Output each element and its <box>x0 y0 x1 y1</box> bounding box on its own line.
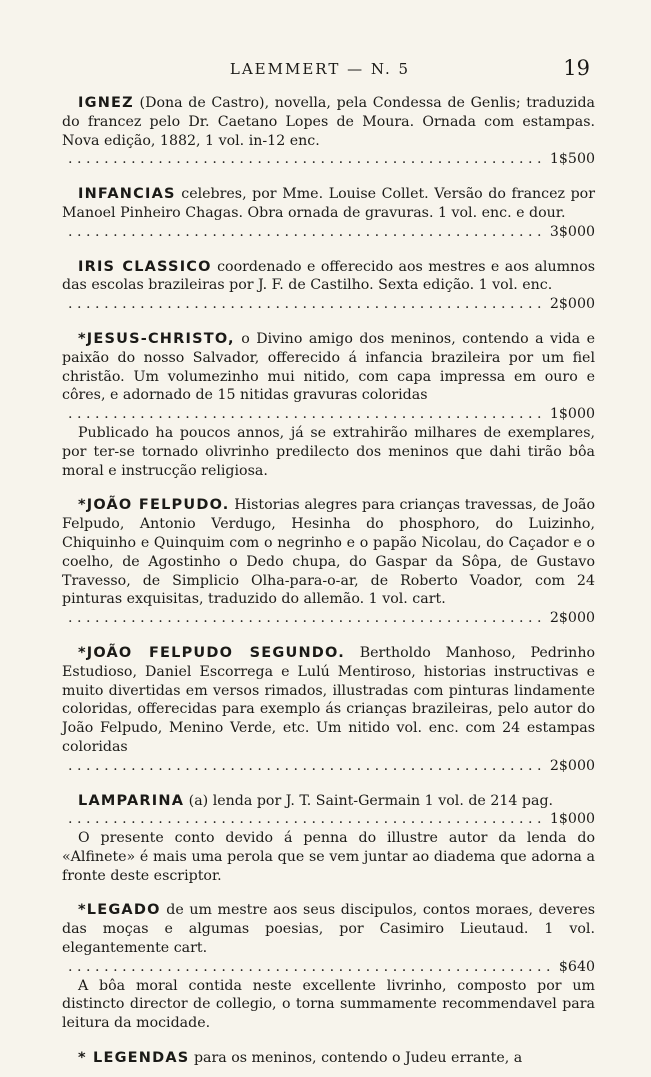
price-line <box>62 295 595 314</box>
entry-text: (Dona de Castro), novella, pela Condessa de Genlis; traduzida do francez pelo Dr. Caetano Lopes de Moura. Ornada com estampas. Nova edição, 1882, 1 vol. in-12 enc. <box>62 95 595 149</box>
entry-description <box>62 330 595 405</box>
entry-description <box>62 792 595 811</box>
entry-title: * LEGENDAS <box>78 1050 190 1067</box>
entry-price: $640 <box>558 958 595 975</box>
entry-title: *JESUS-CHRISTO, <box>78 330 235 347</box>
catalogue-entry <box>62 185 595 241</box>
dot-leader <box>68 958 553 977</box>
price-line <box>62 223 595 242</box>
entry-title: IRIS CLASSICO <box>78 258 212 275</box>
dot-leader <box>68 810 544 829</box>
entry-description <box>62 901 595 957</box>
entry-text: de um mestre aos seus discipulos, contos moraes, deveres das moças e algumas poesias, por Casimiro Lieutaud. 1 vol. elegantemente cart. <box>62 902 595 957</box>
entry-note: O presente conto devido á penna do illustre autor da lenda do «Alfinete» é mais uma perola que se vem juntar ao diadema que adorna a fronte deste escriptor. <box>62 830 595 884</box>
entry-text: para os meninos, contendo o Judeu errante, a <box>193 1050 523 1067</box>
entry-description <box>62 185 595 223</box>
page-header <box>50 58 590 84</box>
entry-note: A bôa moral contida neste excellente livrinho, composto por um distincto director de collegio, o torna summamente recommendavel para leitura da mocidade. <box>62 977 595 1032</box>
dot-leader <box>68 757 544 776</box>
entry-price: 1$500 <box>549 151 595 168</box>
price-line <box>62 405 595 424</box>
catalogue-entry <box>62 901 595 1033</box>
entry-text: Historias alegres para crianças travessas, de João Felpudo, Antonio Verdugo, Hesinha do phosphoro, do Luizinho, Chiquinho e Quinquim com o negrinho e o papão Nicolau, do Caçador e o coelho, de Agostinho o Dedo chupa, do Gaspar da Sôpa, de Gustavo Travesso, de Simplicio Olha-para-o-ar, de Roberto Voador, com 24 pinturas exquisitas, traduzido do allemão. 1 vol. cart. <box>62 497 595 608</box>
entry-text: celebres, por Mme. Louise Collet. Versão do francez por Manoel Pinheiro Chagas. Obra ornada de gravuras. 1 vol. enc. e dour. <box>62 186 595 221</box>
catalogue-entry <box>62 496 595 628</box>
entry-title: IGNEZ <box>78 95 134 111</box>
entry-title: *LEGADO <box>78 902 161 919</box>
entry-text: o Divino amigo dos meninos, contendo a vida e paixão do nosso Salvador, offerecido á infancia brazileira por um fiel christão. Um volumezinho mui nitido, com capa impressa em ouro e côres, e adornado de 15 nitidas gravuras coloridas <box>62 330 595 404</box>
entry-price: 2$000 <box>549 296 595 313</box>
dot-leader <box>68 223 544 242</box>
entry-title: *JOÃO FELPUDO. <box>78 497 230 514</box>
entry-price: 3$000 <box>549 223 595 240</box>
entry-text: coordenado e offerecido aos mestres e aos alumnos das escolas brazileiras por J. F. de Castilho. Sexta edição. 1 vol. enc. <box>62 258 595 294</box>
entry-note: Publicado ha poucos annos, já se extrahirão milhares de exemplares, por ter-se tornado olivrinho predilecto dos meninos que dahi tirão bôa moral e instrucção religiosa. <box>62 424 595 479</box>
price-line <box>62 757 595 776</box>
entry-text: Bertholdo Manhoso, Pedrinho Estudioso, Daniel Escorrega e Lulú Mentiroso, historias instructivas e muito divertidas em versos rimados, illustradas com pinturas lindamente coloridas, offerecidas para exemplo ás crianças brazileiras, pelo autor do João Felpudo, Menino Verde, etc. Um nitido vol. enc. com 24 estampas coloridas <box>62 644 595 755</box>
entry-price: 1$000 <box>549 811 595 828</box>
price-line <box>62 609 595 628</box>
price-line <box>62 150 595 169</box>
entry-title: *JOÃO FELPUDO SEGUNDO. <box>78 644 345 661</box>
price-line <box>62 958 595 977</box>
catalogue-entry <box>62 792 595 886</box>
entry-description <box>62 1049 595 1068</box>
entry-title: INFANCIAS <box>78 186 176 203</box>
entry-text: (a) lenda por J. T. Saint-Germain 1 vol. de 214 pag. <box>188 792 554 809</box>
entry-price: 2$000 <box>549 610 595 627</box>
catalogue-entry <box>62 94 595 169</box>
running-title: LAEMMERT — N. 5 <box>229 60 411 78</box>
entry-price: 1$000 <box>549 406 595 423</box>
dot-leader <box>68 150 544 169</box>
entry-price: 2$000 <box>549 757 595 774</box>
catalogue-entry <box>62 258 595 314</box>
price-line <box>62 810 595 829</box>
entry-description <box>62 94 595 150</box>
catalogue-entry <box>62 330 595 480</box>
catalogue-entry <box>62 644 595 776</box>
dot-leader <box>68 295 544 314</box>
dot-leader <box>68 609 544 628</box>
page-number: 19 <box>563 56 590 80</box>
catalogue-entry <box>62 1049 595 1068</box>
entry-description <box>62 258 595 296</box>
entry-description <box>62 496 595 609</box>
catalogue-entries <box>62 94 595 1068</box>
entry-description <box>62 644 595 757</box>
entry-title: LAMPARINA <box>78 792 185 809</box>
dot-leader <box>68 405 544 424</box>
